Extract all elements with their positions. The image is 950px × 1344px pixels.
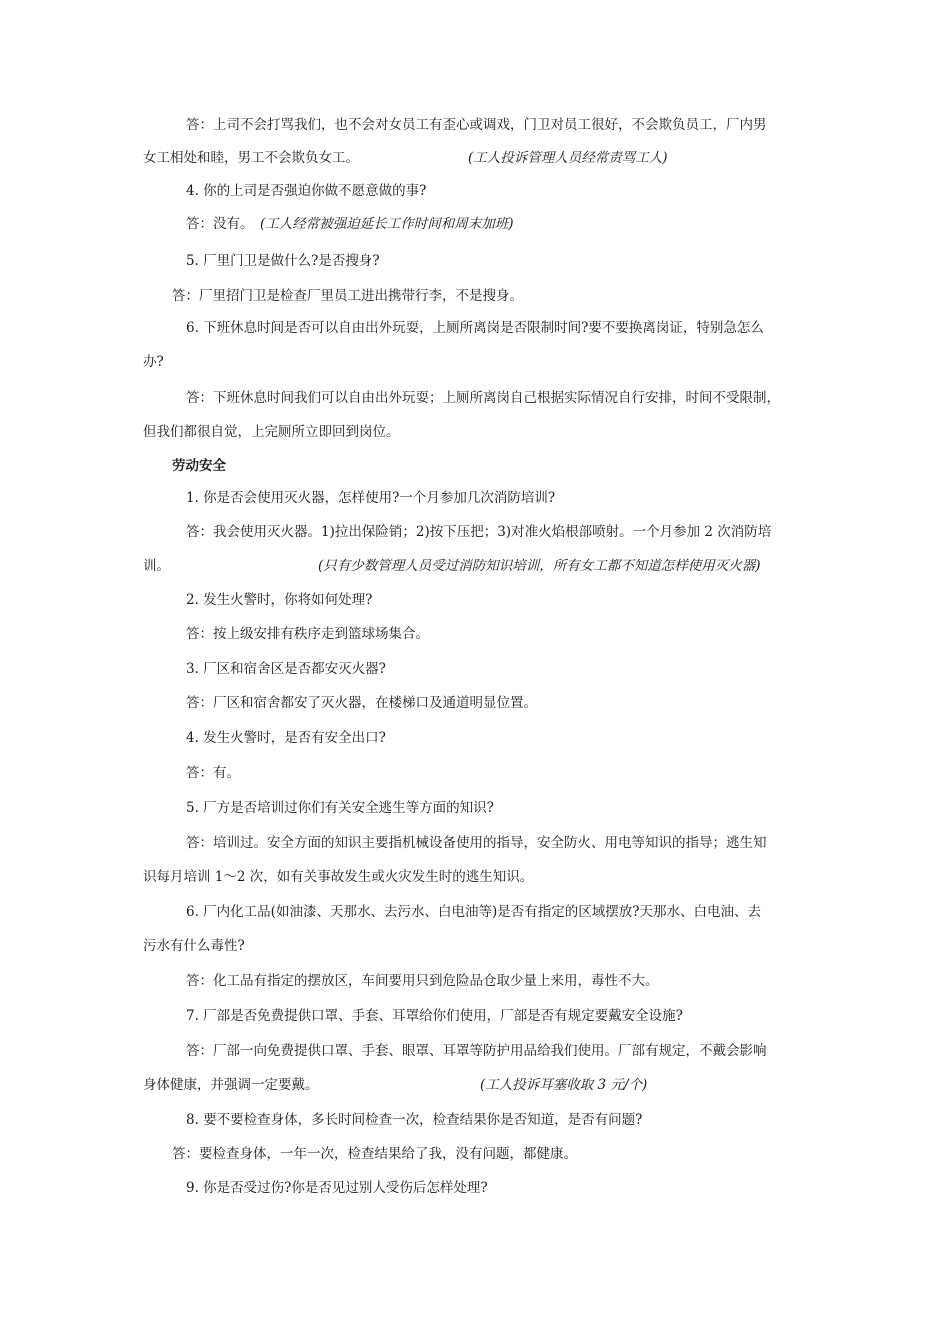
complaint-note: (只有少数管理人员受过消防知识培训，所有女工都不知道怎样使用灭火器) <box>318 558 761 574</box>
answer-line: 答：我会使用灭火器。1)拉出保险销；2)按下压把；3)对准火焰根部喷射。一个月参加 2 次消防培 <box>186 524 772 540</box>
question-line: 3. 厂区和宿舍区是否都安灭火器? <box>186 661 386 677</box>
question-line: 6. 厂内化工品(如油漆、天那水、去污水、白电油等)是否有指定的区域摆放?天那水、白电油、去 <box>186 904 761 920</box>
answer-line: 但我们都很自觉，上完厕所立即回到岗位。 <box>143 424 400 440</box>
question-line: 9. 你是否受过伤?你是否见过别人受伤后怎样处理? <box>186 1180 488 1196</box>
answer-line: 女工相处和睦，男工不会欺负女工。 <box>143 150 359 166</box>
question-line: 4. 你的上司是否强迫你做不愿意做的事? <box>186 183 427 199</box>
question-line: 6. 下班休息时间是否可以自由出外玩耍，上厕所离岗是否限制时间?要不要换离岗证，特别急怎么 <box>186 320 764 336</box>
answer-line: 身体健康，并强调一定要戴。 <box>143 1077 319 1093</box>
answer-line: 识每月培训 1～2 次，如有关事故发生或火灾发生时的逃生知识。 <box>143 869 534 885</box>
complaint-note: (工人投诉管理人员经常责骂工人) <box>468 150 668 166</box>
question-line: 1. 你是否会使用灭火器，怎样使用?一个月参加几次消防培训? <box>186 490 556 506</box>
question-line: 4. 发生火警时，是否有安全出口? <box>186 730 386 746</box>
answer-line: 答：厂里招门卫是检查厂里员工进出携带行李，不是搜身。 <box>172 288 523 304</box>
answer-line: 答：厂区和宿舍都安了灭火器，在楼梯口及通道明显位置。 <box>186 695 537 711</box>
question-line: 污水有什么毒性? <box>143 938 245 954</box>
answer-line: 答：上司不会打骂我们，也不会对女员工有歪心或调戏，门卫对员工很好，不会欺负员工，厂内男 <box>186 117 767 133</box>
section-heading: 劳动安全 <box>172 458 226 474</box>
complaint-note: (工人经常被强迫延长工作时间和周末加班) <box>260 216 514 232</box>
question-line: 办? <box>143 354 164 370</box>
question-line: 5. 厂里门卫是做什么?是否搜身? <box>186 253 380 269</box>
answer-line: 答：按上级安排有秩序走到篮球场集合。 <box>186 626 429 642</box>
answer-line: 答：有。 <box>186 765 240 781</box>
question-line: 5. 厂方是否培训过你们有关安全逃生等方面的知识? <box>186 800 494 816</box>
answer-line: 答：要检查身体，一年一次，检查结果给了我，没有问题，都健康。 <box>172 1146 577 1162</box>
answer-line: 答：厂部一向免费提供口罩、手套、眼罩、耳罩等防护用品给我们使用。厂部有规定，不戴会影响 <box>186 1043 767 1059</box>
answer-line: 答：下班休息时间我们可以自由出外玩耍；上厕所离岗自己根据实际情况自行安排，时间不受限制， <box>186 390 780 406</box>
complaint-note: (工人投诉耳塞收取 3 元/个) <box>480 1077 648 1093</box>
question-line: 7. 厂部是否免费提供口罩、手套、耳罩给你们使用，厂部是否有规定要戴安全设施? <box>186 1008 683 1024</box>
answer-line: 训。 <box>143 558 170 574</box>
answer-line: 答：化工品有指定的摆放区，车间要用只到危险品仓取少量上来用，毒性不大。 <box>186 973 659 989</box>
question-line: 8. 要不要检查身体，多长时间检查一次，检查结果你是否知道，是否有问题? <box>186 1112 643 1128</box>
answer-line: 答：培训过。安全方面的知识主要指机械设备使用的指导，安全防火、用电等知识的指导；逃生知 <box>186 835 767 851</box>
answer-line: 答：没有。 <box>186 216 254 232</box>
question-line: 2. 发生火警时，你将如何处理? <box>186 592 373 608</box>
